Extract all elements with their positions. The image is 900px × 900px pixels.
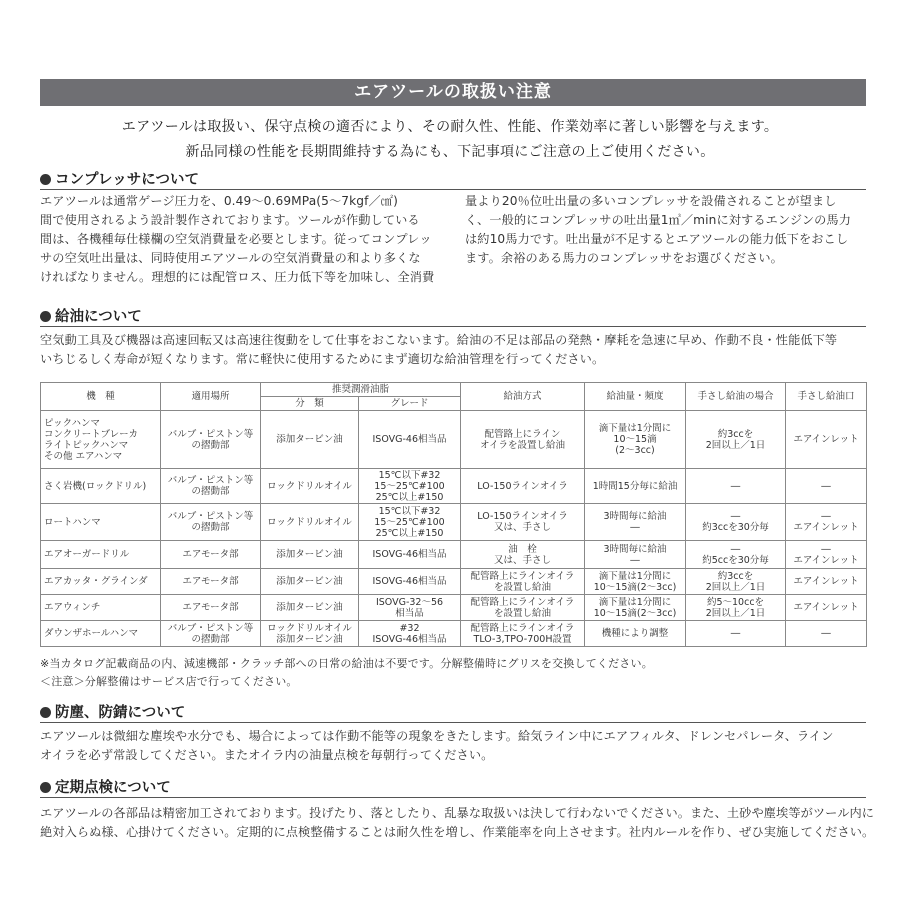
header-port: 手さし給油口 (786, 383, 867, 411)
bullet-icon (40, 782, 51, 793)
table-row: エアウィンチ エアモータ部 添加タービン油 ISOVG-32～56 相当品 配管路上にラインオイラ を設置し給油 滴下量は1分間に 10～15滴(2～3cc) 約5～10ccを 2回以上／1日 エアインレット (41, 595, 867, 621)
section-rule (40, 797, 866, 798)
bullet-icon (40, 311, 51, 322)
header-grade: グレード (359, 397, 461, 411)
section-heading-inspection: 定期点検について (40, 776, 171, 797)
table-note: ※当カタログ記載商品の内、減速機部・クラッチ部への日常の給油は不要です。分解整備時にグリスを交換してください。 (40, 657, 653, 670)
table-caution: ＜注意＞分解整備はサービス店で行ってください。 (40, 675, 298, 688)
table-row: エアオーガードリル エアモータ部 添加タービン油 ISOVG-46相当品 油 栓 又は、手さし 3時間毎に給油 ― ― 約5ccを30分毎 ― エアインレット (41, 541, 867, 569)
section-heading-oiling: 給油について (40, 305, 142, 326)
section-rule (40, 722, 866, 723)
page-title: エアツールの取扱い注意 (40, 79, 866, 106)
header-amount: 給油量・頻度 (585, 383, 686, 411)
section-rule (40, 326, 866, 327)
section-heading-dust: 防塵、防錆について (40, 701, 185, 722)
table-row: さく岩機(ロックドリル) バルブ・ピストン等 の摺動部 ロックドリルオイル 15℃以下#32 15～25℃#100 25℃以上#150 LO-150ラインオイラ 1時間15分毎に給油 ― ― (41, 469, 867, 504)
table-row: エアカッタ・グラインダ エアモータ部 添加タービン油 ISOVG-46相当品 配管路上にラインオイラ を設置し給油 滴下量は1分間に 10～15滴(2～3cc) 約3ccを 2回以上／1日 エアインレット (41, 569, 867, 595)
section-rule (40, 189, 866, 190)
intro-line: エアツールは取扱い、保守点検の適否により、その耐久性、性能、作業効率に著しい影響を与えます。 (121, 119, 779, 135)
table-row: ダウンザホールハンマ バルブ・ピストン等 の摺動部 ロックドリルオイル 添加タービン油 #32 ISOVG-46相当品 配管路上にラインオイラ TLO-3,TPO-700H設置 機種により調整 ― ― (41, 621, 867, 647)
header-category: 分 類 (261, 397, 359, 411)
header-method: 給油方式 (461, 383, 585, 411)
inspection-text: エアツールの各部品は精密加工されております。投げたり、落としたり、乱暴な取扱いは決して行わないでください。また、土砂や塵埃等がツール内に 絶対入らぬ様、心掛けてください。定期的に点検整備することは耐久性を増し、作業能率を向上させます。社内ルールを作り、ぜひ実施してください。 (40, 806, 875, 839)
oiling-text: 空気動工具及び機器は高速回転又は高速往復動をして仕事をおこないます。給油の不足は部品の発熱・摩耗を急速に早め、作動不良・性能低下等 いちじるしく寿命が短くなります。常に軽快に使用するためにまず適切な給油管理を行ってください。 (40, 333, 838, 366)
header-location: 適用場所 (161, 383, 261, 411)
table-row: ロートハンマ バルブ・ピストン等 の摺動部 ロックドリルオイル 15℃以下#32 15～25℃#100 25℃以上#150 LO-150ラインオイラ 又は、手さし 3時間毎に給油 ― ― 約3ccを30分毎 ― エアインレット (41, 504, 867, 541)
intro-line: 新品同様の性能を長期間維持する為にも、下記事項にご注意の上ご使用ください。 (185, 144, 715, 160)
dust-text: エアツールは微細な塵埃や水分でも、場合によっては作動不能等の現象をきたします。給気ライン中にエアフィルタ、ドレンセパレータ、ライン オイラを必ず常設してください。またオイラ内の油量点検を毎朝行ってください。 (40, 729, 834, 762)
table-row: ピックハンマ コンクリートブレーカ ライトピックハンマ その他 エアハンマ バルブ・ピストン等 の摺動部 添加タービン油 ISOVG-46相当品 配管路上にライン オイラを設置し給油 滴下量は1分間に 10～15滴 (2～3cc) 約3ccを 2回以上／1日 エアインレット (41, 411, 867, 469)
header-manual: 手さし給油の場合 (686, 383, 786, 411)
header-lubricant: 推奨潤滑油脂 (261, 383, 461, 397)
compressor-right-text: 量より20％位吐出量の多いコンプレッサを設備されることが望まし く、一般的にコンプレッサの吐出量1㎥／minに対するエンジンの馬力 は約10馬力です。吐出量が不足するとエアツールの能力低下をおこし ます。余裕のある馬力のコンプレッサをお選びください。 (465, 194, 852, 265)
section-heading-compressor: コンプレッサについて (40, 168, 199, 189)
lubrication-table (40, 382, 867, 647)
compressor-left-text: エアツールは通常ゲージ圧力を、0.49～0.69MPa(5～7kgf／㎠) 間で使用されるよう設計製作されております。ツールが作動している 間は、各機種毎仕様欄の空気消費量を必要とします。従ってコンプレッ サの空気吐出量は、同時使用エアツールの空気消費量の和より多くな ければなりません。理想的には配管ロス、圧力低下等を加味し、全消費 (40, 194, 435, 284)
bullet-icon (40, 174, 51, 185)
bullet-icon (40, 707, 51, 718)
header-model: 機 種 (41, 383, 161, 411)
